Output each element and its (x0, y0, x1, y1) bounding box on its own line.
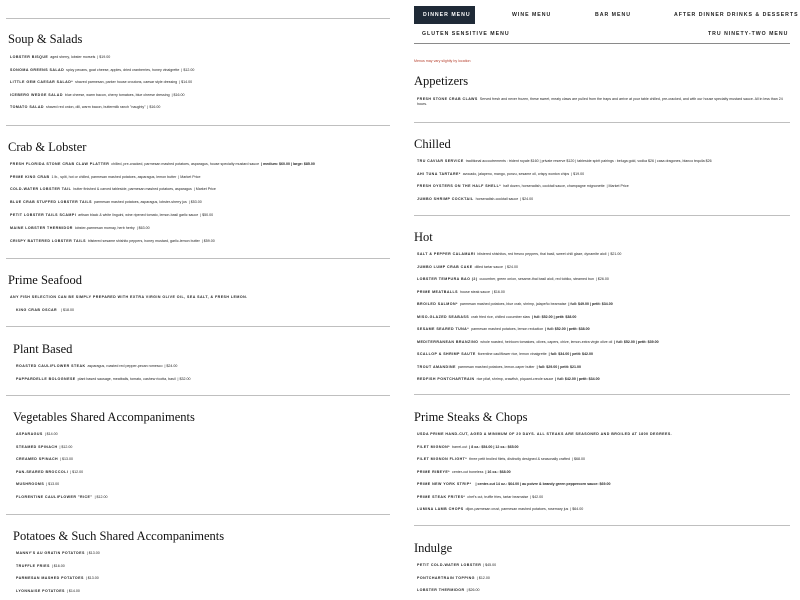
tab-dinner-menu[interactable]: DINNER MENU (414, 6, 475, 24)
menu-item: ASPARAGUS | $14.00 (16, 432, 58, 436)
section-divider (6, 18, 390, 19)
menu-item: STEAMED SPINACH | $12.00 (16, 445, 73, 449)
section-title-potatoes: Potatoes & Such Shared Accompaniments (13, 529, 225, 543)
tab-gluten-sensitive[interactable]: GLUTEN SENSITIVE MENU (422, 31, 510, 37)
menu-item: COLD-WATER LOBSTER TAIL butter finished & carved tableside, parmesan mashed potatoes, asparagus | Market Price (10, 187, 216, 191)
menu-item: PRIME KING CRAB 1 lb., split, hot or chilled, parmesan mashed potatoes, asparagus, lemon butter | Market Price (10, 175, 201, 179)
tab-bar-menu[interactable]: BAR MENU (595, 12, 631, 18)
menu-item: PETIT LOBSTER TAILS SCAMPI artisan black & white linguini, wine ripened tomato, lemon-basil garlic sauce | $50.00 (10, 213, 214, 217)
menu-item: PARMESAN MASHED POTATOES | $13.00 (16, 576, 99, 580)
section-divider (414, 122, 790, 123)
section-divider (6, 258, 390, 259)
menu-item: BLUE CRAB STUFFED LOBSTER TAILS parmesan mashed potatoes, asparagus, lobster-sherry jus | $53.00 (10, 200, 202, 204)
menu-item: SONOMA GREENS SALAD spicy pecans, goat cheese, apples, dried cranberries, honey vinaigrette | $12.00 (10, 68, 195, 72)
section-divider (414, 215, 790, 216)
section-divider (6, 395, 390, 396)
menu-item: MUSHROOMS | $13.00 (16, 482, 60, 486)
menu-item: CRISPY BATTERED LOBSTER TAILS blistered sesame shishito peppers, honey mustard, garlic-lemon butter | $59.00 (10, 239, 215, 243)
menu-item: SCALLOP & SHRIMP SAUTE florentine cauliflower rice, lemon vinaigrette | full: $34.00 | petit: $42.00 (417, 352, 593, 356)
menu-item: FLORENTINE CAULIFLOWER "RICE" | $12.00 (16, 495, 108, 499)
prime-steaks-note: USDA PRIME HAND-CUT, AGED A MINIMUM OF 20 DAYS. ALL STEAKS ARE SEASONED AND BROILED AT 1800 DEGREES. (417, 432, 673, 436)
menu-item: FILET MIGNON FLIGHT* three petit broiled filets, distinctly designed & seasonally crafted | $68.00 (417, 457, 585, 461)
menu-item: KING CRAB OSCAR | $18.00 (16, 308, 75, 312)
menu-item: PRIME RIBEYE* center-cut boneless | 16 oz.: $68.00 (417, 470, 511, 474)
menu-item: PAN-SEARED BROCCOLI | $12.00 (16, 470, 84, 474)
section-title-hot: Hot (414, 230, 433, 244)
section-title-vegetables: Vegetables Shared Accompaniments (13, 410, 195, 424)
menu-right-column (400, 0, 800, 600)
menu-item: FRESH FLORIDA STONE CRAB CLAW PLATTER chilled, pre-cracked, parmesan mashed potatoes, asparagus, house specialty mustard sauce | medium: $60.00 | large: $85.00 (10, 162, 315, 166)
menu-item: PETIT COLD-WATER LOBSTER | $45.00 (417, 563, 497, 567)
section-divider (414, 525, 790, 526)
menu-item: ROASTED CAULIFLOWER STEAK asparagus, roasted red pepper-pecan romesco | $24.00 (16, 364, 178, 368)
menu-item: MAINE LOBSTER THERMIDOR lobster-parmesan mornay, herb herby | $63.00 (10, 226, 150, 230)
section-divider (414, 394, 790, 395)
menu-item: ICEBERG WEDGE SALAD blue cheese, warm bacon, cherry tomatoes, blue cheese dressing | $16.00 (10, 93, 185, 97)
menu-item: FILET MIGNON* barrel-cut | 8 oz.: $54.00 | 12 oz.: $65.00 (417, 445, 519, 449)
menu-item: LOBSTER TEMPURA BAO (2) cucumber, green onion, sesame-thai basil aioli, red tobiko, steamed bun | $26.00 (417, 277, 609, 281)
menu-item: LUMINA LAMB CHOPS dijon-parmesan crust, parmesan mashed potatoes, rosemary jus | $64.00 (417, 507, 584, 511)
tabs-divider (414, 43, 790, 44)
menu-item: LOBSTER THERMIDOR | $26.00 (417, 588, 480, 592)
menu-item: SALT & PEPPER CALAMARI blistered shishitos, red fresno peppers, thai basil, sweet chili glaze, dynamite aioli | $21.00 (417, 252, 622, 256)
menu-item: JUMBO LUMP CRAB CAKE dilled tartar sauce | $24.00 (417, 265, 518, 269)
menu-item: LYONNAISE POTATOES | $14.00 (16, 589, 80, 593)
menu-item: FRESH STONE CRAB CLAWS Served fresh and never frozen, these sweet, meaty claws are pulled from the traps and arrive at your table chilled, pre-cracked, and with our house specialty mustard sauce. All in less than 24 (417, 97, 783, 101)
section-title-soup-salads: Soup & Salads (8, 32, 83, 46)
menu-item-continued: hours. (417, 102, 427, 106)
section-divider (6, 514, 390, 515)
menu-item: TRUFFLE FRIES | $16.00 (16, 564, 65, 568)
menu-item: MANNY'S AU GRATIN POTATOES | $13.00 (16, 551, 100, 555)
menu-item: AHI TUNA TARTARE* avocado, jalapeno, mango, ponzu, sesame oil, crispy wonton chips | $19.00 (417, 172, 585, 176)
section-title-plant-based: Plant Based (13, 342, 73, 356)
menu-item: BROILED SALMON* parmesan mashed potatoes, blue crab, shrimp, jalapeño bearnaise | full: $49.00 | petit: $34.00 (417, 302, 613, 306)
location-notice: Menus may vary slightly by location (414, 59, 471, 63)
menu-item: JUMBO SHRIMP COCKTAIL horseradish-cocktail sauce | $24.00 (417, 197, 534, 201)
menu-item: REDFISH PONTCHARTRAIN rice pilaf, shrimp, crawfish, piquant-creole sauce | full: $42.00 | petit: $34.00 (417, 377, 600, 381)
menu-item: FRESH OYSTERS ON THE HALF SHELL* half dozen, horseradish, cocktail sauce, champagne mignonette | Market Price (417, 184, 629, 188)
menu-item: PRIME NEW YORK STRIP* | center-cut 14 oz.: $64.00 | au poivre & brandy green peppercorn sauce: $69.00 (417, 482, 611, 486)
menu-item: LOBSTER BISQUE aged sherry, lobster morsels | $19.00 (10, 55, 111, 59)
section-title-appetizers: Appetizers (414, 74, 469, 88)
section-divider (6, 326, 390, 327)
section-title-prime-steaks: Prime Steaks & Chops (414, 410, 528, 424)
menu-item: MEDITERRANEAN BRANZINO whole roasted, heirloom tomatoes, olives, capers, chive, lemon-extra virgin olive oil | full: $52.00 | petit: $39.00 (417, 340, 659, 344)
menu-item: TOMATO SALAD shaved red onion, dill, warm bacon, buttermilk ranch "naughty" | $16.00 (10, 105, 161, 109)
menu-item: PRIME STEAK FRITES* chef's cut, truffle fries, tartar bearnaise | $42.00 (417, 495, 544, 499)
menu-item: PAPPARDELLE BOLOGNESE plant based sausage, meatballs, tomato, cashew ricotta, basil | $32.00 (16, 377, 191, 381)
prime-seafood-note: ANY FISH SELECTION CAN BE SIMPLY PREPARED WITH EXTRA VIRGIN OLIVE OIL, SEA SALT, & FRESH LEMON. (10, 295, 248, 299)
tab-wine-menu[interactable]: WINE MENU (512, 12, 552, 18)
menu-item: CREAMED SPINACH | $13.00 (16, 457, 74, 461)
tab-after-dinner[interactable]: AFTER DINNER DRINKS & DESSERTS (674, 12, 799, 18)
menu-item: PONTCHARTRAIN TOPPING | $12.00 (417, 576, 490, 580)
section-title-chilled: Chilled (414, 137, 451, 151)
section-divider (6, 125, 390, 126)
menu-item: SESAME SEARED TUNA* parmesan mashed potatoes, lemon reduction | full: $52.00 | petit: $38.00 (417, 327, 590, 331)
menu-item: TROUT AMANDINE parmesan mashed potatoes, lemon-caper butter | full: $29.00 | petit: $21.00 (417, 365, 581, 369)
menu-item: MISO-GLAZED SEABASS crab fried rice, chilled cucumber slaw | full: $52.00 | petit: $38.00 (417, 315, 577, 319)
section-title-indulge: Indulge (414, 541, 453, 555)
section-title-crab-lobster: Crab & Lobster (8, 140, 87, 154)
menu-item: LITTLE GEM CAESAR SALAD* shaved parmesan, parker house croutons, caesar style dressing | $14.00 (10, 80, 193, 84)
menu-item: TRU CAVIAR SERVICE traditional accoutrements : trident royale $160 | private reserve $120 | tableside spirit pairings : beluga gold, vodka $26 | casa dragones, blanco tequila $26 (417, 159, 712, 163)
menu-item: PRIME MEATBALLS house steak sauce | $16.00 (417, 290, 505, 294)
section-title-prime-seafood: Prime Seafood (8, 273, 82, 287)
tab-tru-ninety-two[interactable]: TRU NINETY-TWO MENU (708, 31, 789, 37)
